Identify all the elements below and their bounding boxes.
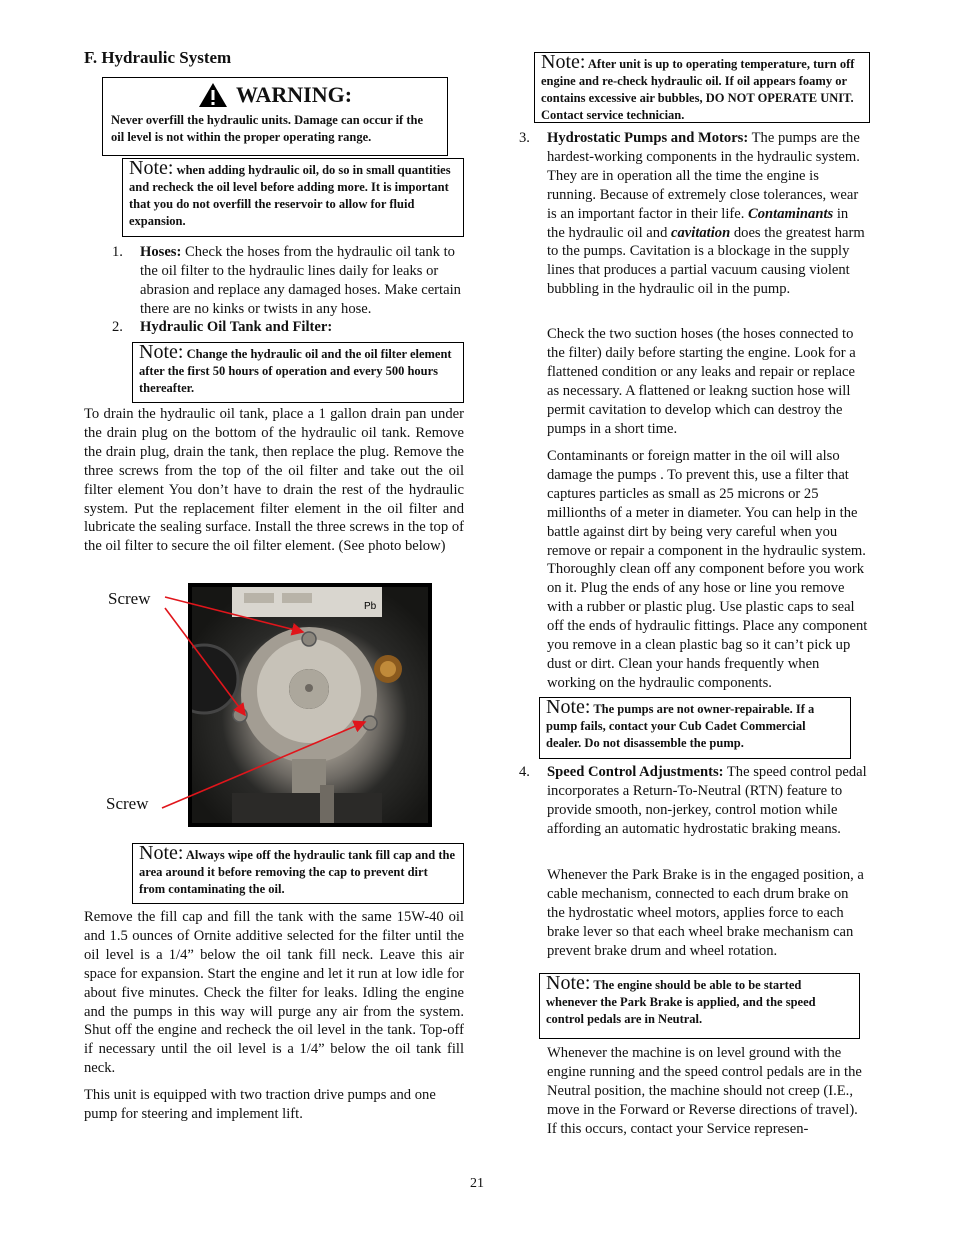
note-text: Change the hydraulic oil and the oil filter element after the first 50 hours of operation and every 500 hours thereafter. — [139, 347, 452, 395]
emphasis-cavitation: cavitation — [671, 224, 731, 241]
page-number: 21 — [470, 1176, 484, 1191]
list-text: does the greatest harm to the pumps. Cavitation is a blockage in the supply lines that produces a partial vacuum causing violent bubbling in the hydraulic oil in the pump. — [547, 224, 865, 298]
paragraph-level-ground: Whenever the machine is on level ground with the engine running and the speed control pedals are in the Neutral position, the machine should not creep (I.E., move in the Forward or Reverse directions of travel). If this occurs, contact your Service represen- — [547, 1045, 862, 1137]
list-item-pumps — [519, 129, 869, 319]
list-text: The speed control pedal incorporates a Return-To-Neutral (RTN) feature to provide smooth, non-jerkey, control motion while affording an automatic hydrostatic braking means. — [547, 764, 867, 837]
screw-label-top: Screw — [108, 589, 151, 608]
list-number: 2. — [112, 319, 123, 335]
paragraph-fill: Remove the fill cap and fill the tank with the same 15W-40 oil and 1.5 ounces of Ornite additive selected for the filter until the oil level is a 1/4” below the oil tank fill neck. Leave this air space for expansion. Start the engine and let it run at low idle for about five minutes. Check the filter for leaks. Idling the engine and the pumps in this way will purge any air from the system. Shut off the engine and recheck the oil level in the tank. Top-off if necessary until the oil level is a 1/4” below the oil tank fill neck. — [84, 909, 464, 1077]
note-box-fill-cap — [132, 843, 464, 904]
list-item-hoses — [112, 243, 464, 319]
paragraph-suction: Check the two suction hoses (the hoses connected to the filter) daily before starting the engine. Look for a flattened condition or any leaks and repair or replace as necessary. A flattened or leakng suction hose will permit cavitation to develop which can destroy the pumps in a short time. — [547, 326, 856, 437]
note-heading: Note: — [546, 972, 591, 994]
list-item-oil-tank — [112, 318, 464, 338]
note-text: Always wipe off the hydraulic tank fill cap and the area around it before removing the cap to prevent dirt from contaminating the oil. — [139, 848, 455, 896]
note-heading: Note: — [139, 341, 184, 363]
list-number: 4. — [519, 764, 530, 780]
note-box-oil-add — [122, 158, 464, 237]
paragraph-park-brake: Whenever the Park Brake is in the engaged position, a cable mechanism, connected to each drum brake on the hydrostatic wheel motors, applies force to each brake lever so that each wheel brake mechanism can prevent brake drum and wheel rotation. — [547, 867, 864, 959]
list-item-speed-control — [519, 763, 869, 859]
list-label: Hydrostatic Pumps and Motors: — [547, 130, 749, 146]
note-box-engine-start — [539, 973, 860, 1039]
list-text: The pumps are the hardest-working components in the hydraulic system. They are in operation all the time the engine is running. Because of extremely close tolerances, wear is an important factor in their life. — [547, 130, 860, 222]
section-title: F. Hydraulic System — [84, 48, 232, 67]
note-text: The engine should be able to be started whenever the Park Brake is applied, and the speed control pedals are in Neutral. — [546, 978, 816, 1026]
list-number: 1. — [112, 244, 123, 260]
note-box-temperature — [534, 52, 870, 123]
note-text: The pumps are not owner-repairable. If a pump fails, contact your Cub Cadet Commercial dealer. Do not disassemble the pump. — [546, 702, 815, 750]
list-text: in the hydraulic oil and — [547, 205, 849, 241]
warning-box — [102, 77, 448, 156]
note-heading: Note: — [541, 51, 586, 73]
sticker-text: Pb — [364, 601, 377, 612]
note-text: when adding hydraulic oil, do so in small quantities and recheck the oil level before adding more. It is important that you do not overfill the reservoir to allow for fluid expansion. — [129, 163, 451, 228]
list-text: Check the hoses from the hydraulic oil tank to the oil filter to the hydraulic lines daily for leaks or abrasion and replace any damaged hoses. Make certain there are no kinks or twists in any hose. — [140, 244, 461, 317]
warning-icon — [198, 82, 228, 108]
filter-illustration — [192, 587, 428, 823]
warning-title: WARNING: — [235, 82, 353, 107]
note-text: After unit is up to operating temperature, turn off engine and re-check hydraulic oil. If oil appears foamy or contains excessive air bubbles, DO NOT OPERATE UNIT. Contact service technician. — [541, 57, 855, 122]
note-box-oil-change — [132, 342, 464, 403]
paragraph-drain: To drain the hydraulic oil tank, place a 1 gallon drain pan under the drain plug on the bottom of the hydraulic oil tank. Remove the drain plug, drain the tank, then replace the plug. Remove the three screws from the top of the oil filter and take out the oil filter element You don’t have to drain the rest of the hydraulic system. Put the replacement filter element in the oil filter and lubricate the sealing surface. Install the three screws in the top of the oil filter to secure the oil filter element. (See photo below) — [84, 406, 464, 555]
warning-text: Never overfill the hydraulic units. Damage can occur if the oil level is not within the proper operating range. — [111, 113, 423, 144]
warning-heading — [103, 82, 447, 108]
note-heading: Note: — [129, 157, 174, 179]
oil-filter-photo — [188, 583, 432, 827]
emphasis-contaminants: Contaminants — [748, 205, 834, 222]
list-number: 3. — [519, 130, 530, 146]
list-label: Hydraulic Oil Tank and Filter: — [140, 319, 333, 335]
list-label: Speed Control Adjustments: — [547, 764, 724, 780]
paragraph-pumps: This unit is equipped with two traction drive pumps and one pump for steering and implement lift. — [84, 1087, 436, 1122]
note-heading: Note: — [139, 842, 184, 864]
list-label: Hoses: — [140, 244, 182, 260]
screw-label-bottom: Screw — [106, 794, 149, 813]
note-heading: Note: — [546, 696, 591, 718]
paragraph-contaminants: Contaminants or foreign matter in the oil will also damage the pumps . To prevent this, use a filter that captures particles as small as 25 microns or 25 millionths of a meter in diameter. You can help in the battle against dirt by being very careful when you remove or repair a component in the hydraulic system. Thoroughly clean off any component before you work on it. Plug the ends of any hose or line you remove with a rubber or plastic plug. Use plastic caps to seal off the ends of hydraulic fittings. Place any component you remove in a clean plastic bag so it can’t pick up dust or dirt. Clean your hands frequently when working on the hydraulic components. — [547, 448, 868, 691]
note-box-pumps — [539, 697, 851, 759]
